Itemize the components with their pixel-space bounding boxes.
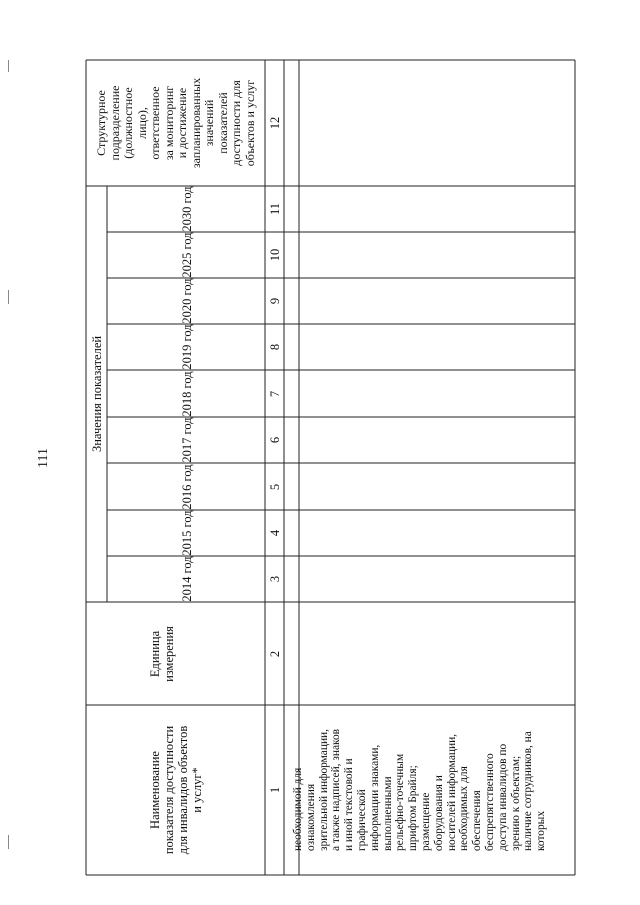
text-line: зрительной информации, — [317, 728, 330, 852]
header-year-2015: 2015 год — [180, 510, 194, 556]
col-number-9: 9 — [268, 297, 282, 305]
col-number-10: 10 — [268, 248, 282, 262]
text-line: информации знаками, — [368, 744, 381, 852]
text-line: оборудования и — [432, 775, 445, 852]
text-line: беспрепятственного — [483, 753, 496, 852]
header-year-2016: 2016 год — [180, 464, 194, 510]
text-line: носителей информации, — [445, 733, 458, 852]
text-line: графической — [356, 789, 369, 852]
header-year-2014: 2014 год — [180, 556, 194, 602]
text-line: обеспечения — [471, 790, 484, 852]
text-line: которых — [535, 810, 548, 852]
text-line: а также надписей, знаков — [330, 728, 343, 852]
col-number-11: 11 — [268, 202, 282, 216]
header-year-2017: 2017 год — [180, 417, 194, 463]
header-responsible-unit: Структурное подразделение (должностное лицо), ответственное за мониторинг и достижение запланированных значений показателей доступности для объектов и услуг — [94, 77, 257, 169]
col-number-8: 8 — [268, 343, 282, 351]
text-line: и иной текстовой и — [343, 758, 356, 852]
text-line: размещение — [420, 792, 432, 852]
header-year-2025: 2025 год — [180, 232, 194, 278]
col-number-6: 6 — [268, 436, 282, 444]
col-number-1: 1 — [268, 786, 282, 794]
text-line: ознакомления — [304, 783, 317, 852]
col-number-7: 7 — [268, 390, 282, 398]
text-line: рельефно-точечным — [394, 753, 407, 852]
text-line: наличие сотрудников, на — [522, 731, 535, 852]
text-line: шрифтом Брайля; — [407, 765, 420, 852]
text-line: выполненными — [381, 776, 394, 852]
page-number: 111 — [36, 448, 51, 468]
header-year-2020: 2020 год — [180, 278, 194, 324]
text-line: доступа инвалидов по — [496, 743, 509, 852]
header-indicator-name: Наименование показателя доступности для инвалидов объектов и услуг* — [148, 725, 204, 855]
header-year-2019: 2019 год — [180, 324, 194, 370]
col-number-5: 5 — [268, 483, 282, 491]
text-line: зрению к объектам; — [509, 755, 522, 852]
col-number-4: 4 — [268, 529, 282, 537]
text-line: необходимых для — [458, 766, 471, 852]
col-number-3: 3 — [268, 575, 282, 583]
header-year-2018: 2018 год — [180, 371, 194, 417]
header-unit: Единица измерения — [148, 626, 176, 682]
header-values-group: Значения показателей — [90, 335, 104, 453]
col-number-2: 2 — [268, 650, 282, 658]
col-number-12: 12 — [268, 116, 282, 130]
header-year-2030: 2030 год — [180, 186, 194, 232]
text-line: необходимой для — [292, 767, 305, 852]
